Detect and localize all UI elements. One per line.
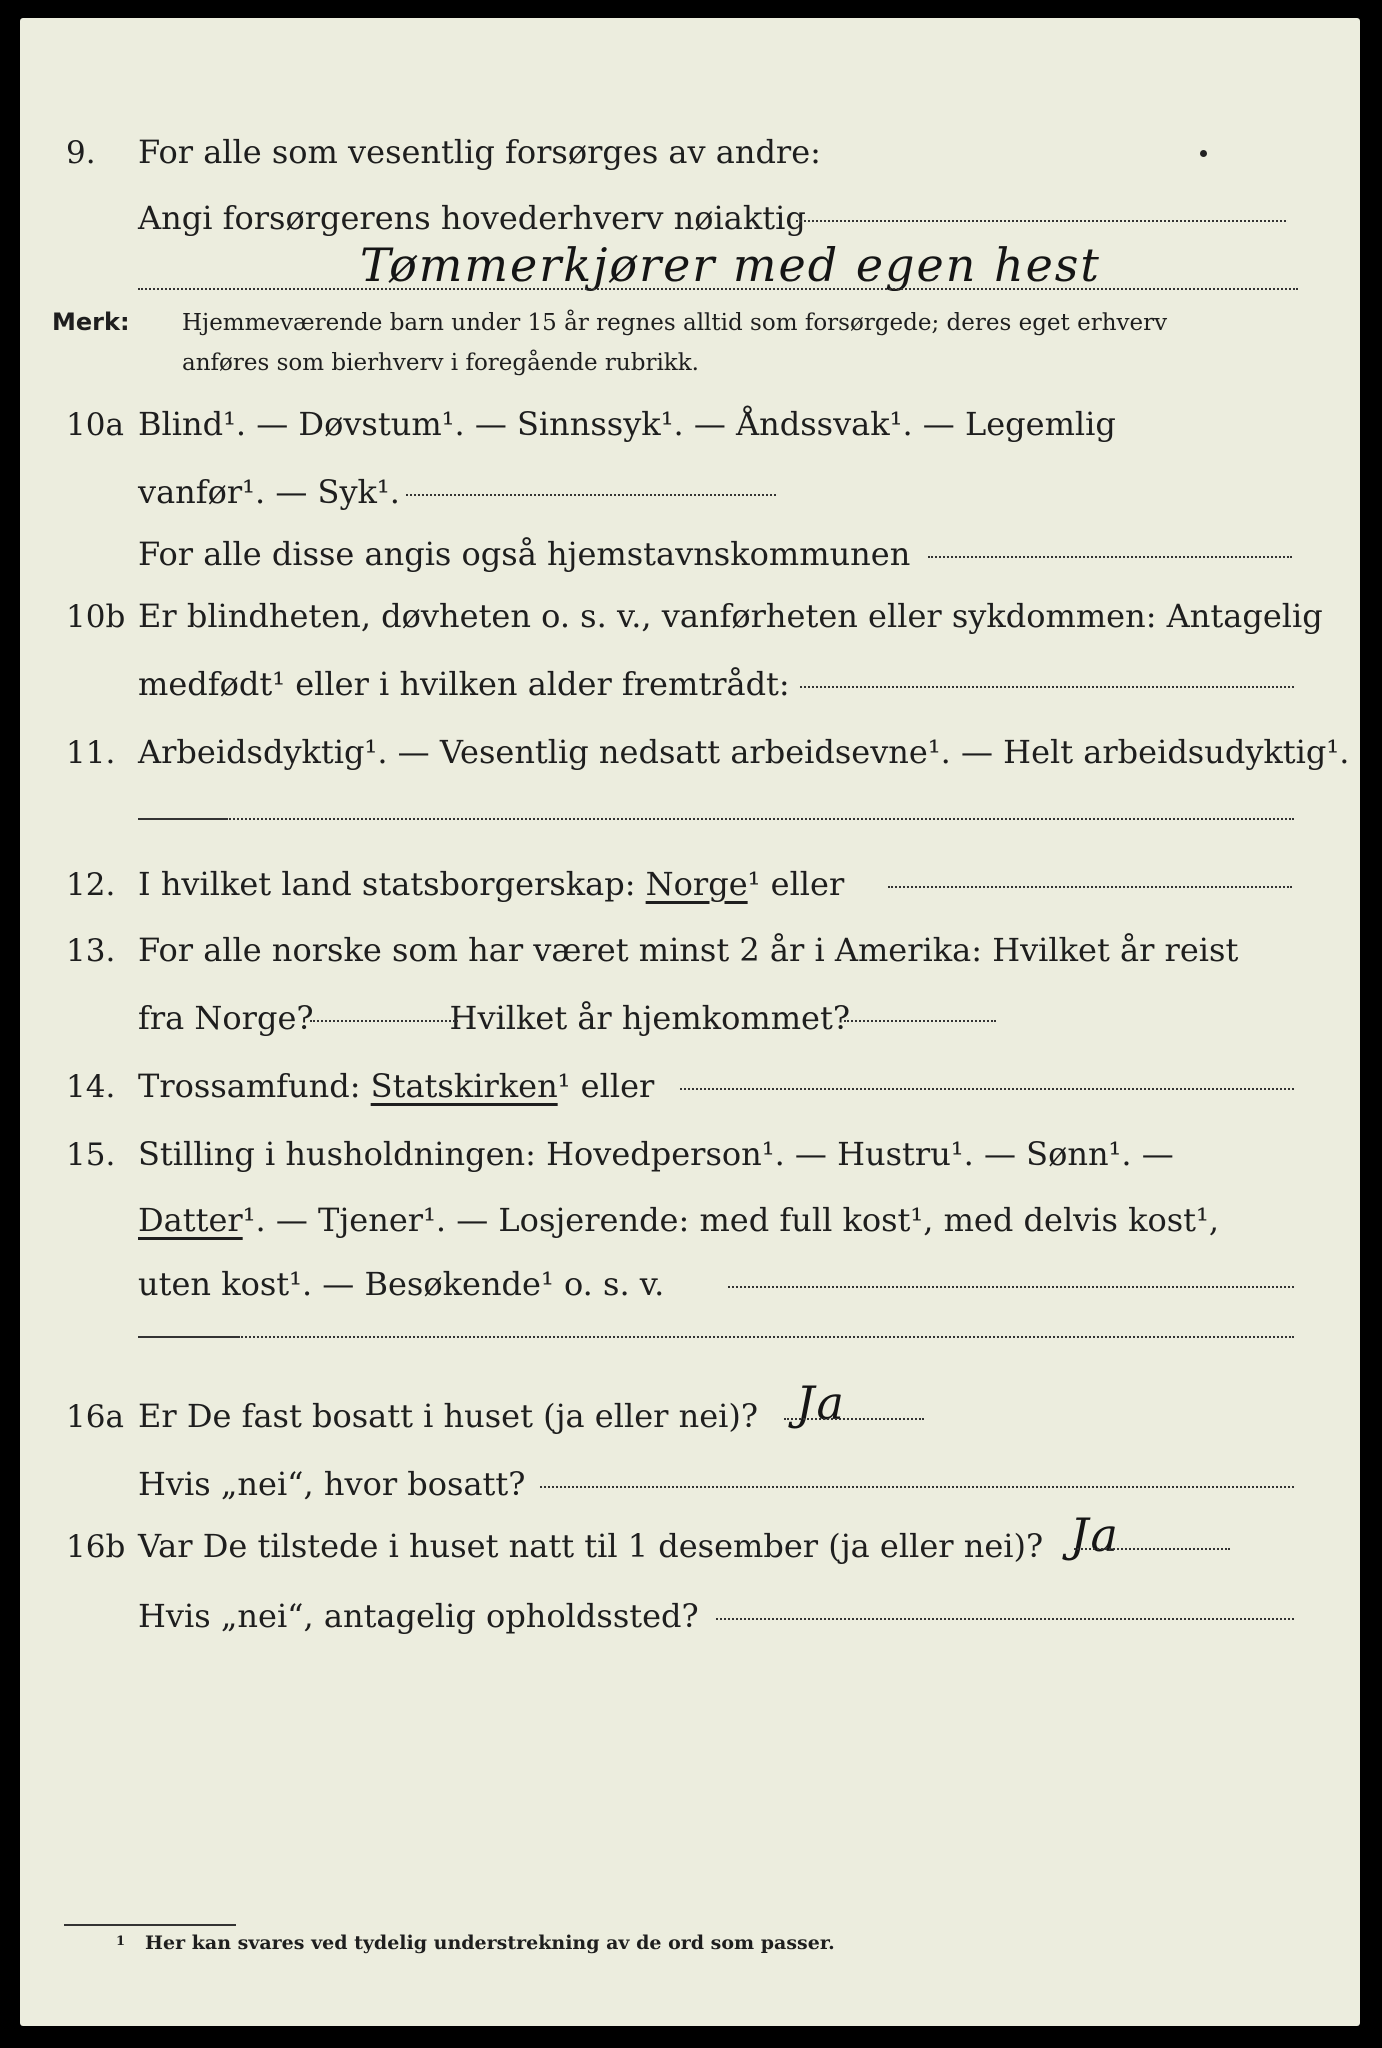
answer-line <box>928 556 1292 558</box>
question-text: vanfør¹. — Syk¹. <box>138 473 400 511</box>
footnote-rule <box>64 1924 236 1926</box>
handwritten-answer: Ja <box>796 1376 846 1430</box>
question-number: 9. <box>66 135 96 171</box>
question-text: For alle norske som har været minst 2 år i Amerika: Hvilket år reist <box>138 931 1239 969</box>
footnote: $^1$ Her kan svares ved tydelig understrekning av de ord som passer. <box>116 1932 835 1954</box>
answer-line <box>796 220 1286 222</box>
census-form-page <box>20 18 1360 2026</box>
question-text: I hvilket land statsborgerskap: Norge¹ eller <box>138 865 845 903</box>
question-text: medfødt¹ eller i hvilken alder fremtrådt: <box>138 665 790 703</box>
question-text: uten kost¹. — Besøkende¹ o. s. v. <box>138 1265 665 1303</box>
question-number: 10a <box>66 407 124 443</box>
answer-line <box>1074 1548 1230 1550</box>
answer-line <box>310 1020 458 1022</box>
answer-line <box>888 886 1292 888</box>
answer-line <box>540 1486 1294 1488</box>
answer-line <box>138 288 1298 290</box>
answer-line <box>800 686 1294 688</box>
question-text: Var De tilstede i huset natt til 1 desember (ja eller nei)? <box>138 1527 1044 1565</box>
question-number: 10b <box>66 599 126 635</box>
question-number: 12. <box>66 867 116 903</box>
question-text: Er De fast bosatt i huset (ja eller nei)? <box>138 1397 759 1435</box>
answer-line <box>844 1020 996 1022</box>
question-text: Blind¹. — Døvstum¹. — Sinnssyk¹. — Åndssvak¹. — Legemlig <box>138 405 1116 443</box>
note-text: Hjemmeværende barn under 15 år regnes alltid som forsørgede; deres eget erhverv <box>182 310 1168 336</box>
question-number: 16a <box>66 1399 124 1435</box>
answer-line <box>138 818 226 820</box>
handwritten-answer: Ja <box>1070 1508 1120 1562</box>
question-text: Stilling i husholdningen: Hovedperson¹. — Hustru¹. — Sønn¹. — <box>138 1135 1174 1173</box>
question-text: Angi forsørgerens hovederhverv nøiaktig <box>138 199 806 237</box>
question-text: Hvis „nei“, antagelig opholdssted? <box>138 1597 699 1635</box>
answer-line <box>238 1336 1294 1338</box>
answer-line <box>406 494 776 496</box>
question-text: For alle som vesentlig forsørges av andre: <box>138 133 821 171</box>
question-number: 16b <box>66 1529 126 1565</box>
question-text: Trossamfund: Statskirken¹ eller <box>138 1067 655 1105</box>
question-text: fra Norge? Hvilket år hjemkommet? <box>138 999 850 1037</box>
question-text: Datter¹. — Tjener¹. — Losjerende: med full kost¹, med delvis kost¹, <box>138 1201 1220 1239</box>
note-text: anføres som bierhverv i foregående rubrikk. <box>182 350 699 376</box>
answer-line <box>226 818 1294 820</box>
answer-line <box>138 1336 238 1338</box>
question-text: For alle disse angis også hjemstavnskommunen <box>138 535 911 573</box>
question-number: 11. <box>66 735 116 771</box>
answer-line <box>784 1418 924 1420</box>
answer-line <box>728 1286 1294 1288</box>
ink-dot <box>1200 150 1207 157</box>
question-text: Er blindheten, døvheten o. s. v., vanførheten eller sykdommen: Antagelig <box>138 597 1323 635</box>
question-text: Hvis „nei“, hvor bosatt? <box>138 1465 526 1503</box>
note-label: Merk: <box>52 308 130 336</box>
handwritten-answer: Tømmerkjører med egen hest <box>360 238 1101 292</box>
question-text: Arbeidsdyktig¹. — Vesentlig nedsatt arbeidsevne¹. — Helt arbeidsudyktig¹. <box>138 733 1350 771</box>
question-number: 15. <box>66 1137 116 1173</box>
answer-line <box>680 1088 1294 1090</box>
question-number: 14. <box>66 1069 116 1105</box>
answer-line <box>716 1618 1294 1620</box>
question-number: 13. <box>66 933 116 969</box>
